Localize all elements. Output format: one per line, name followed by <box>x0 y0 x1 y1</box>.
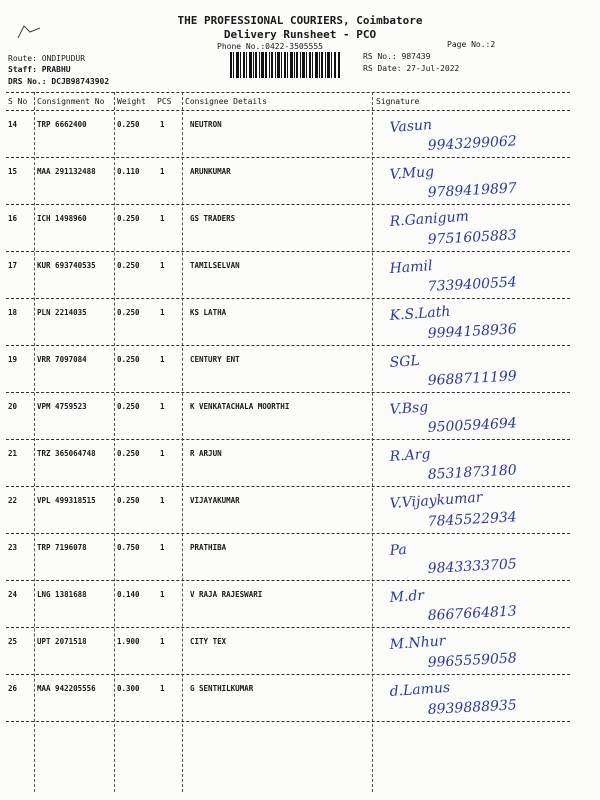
row-divider <box>6 627 570 628</box>
cell-sno: 16 <box>8 214 18 223</box>
cell-weight: 1.900 <box>117 637 140 646</box>
signature-phone: 8939888935 <box>427 697 518 718</box>
signature-name: V.Mug <box>389 163 435 183</box>
row-divider <box>6 345 570 346</box>
cell-consignee: PRATHIBA <box>190 543 227 552</box>
signature-area <box>380 159 580 206</box>
signature-name: V.Vijaykumar <box>389 489 483 512</box>
cell-consignee: CENTURY ENT <box>190 355 240 364</box>
runsheet-title: Delivery Runsheet - PCO <box>223 28 377 41</box>
cell-sno: 24 <box>8 590 18 599</box>
divider <box>6 92 570 93</box>
signature-name: M.dr <box>389 587 425 606</box>
row-divider <box>6 486 570 487</box>
cell-sno: 15 <box>8 167 18 176</box>
row-divider <box>6 204 570 205</box>
cell-weight: 0.140 <box>117 590 140 599</box>
signature-name: d.Lamus <box>389 679 451 700</box>
cell-pcs: 1 <box>160 308 165 317</box>
signature-area <box>380 300 580 347</box>
cell-consignee: V RAJA RAJESWARI <box>190 590 263 599</box>
signature-phone: 9843333705 <box>427 556 518 577</box>
table-row <box>0 582 600 629</box>
cell-consignment-no: UPT 2071518 <box>37 637 87 646</box>
cell-consignment-no: TRZ 365064748 <box>37 449 96 458</box>
signature-phone: 7845522934 <box>427 509 518 530</box>
cell-consignee: VIJAYAKUMAR <box>190 496 240 505</box>
cell-weight: 0.250 <box>117 402 140 411</box>
signature-area <box>380 441 580 488</box>
cell-sno: 19 <box>8 355 18 364</box>
cell-sno: 14 <box>8 120 18 129</box>
cell-sno: 20 <box>8 402 18 411</box>
cell-weight: 0.250 <box>117 120 140 129</box>
cell-pcs: 1 <box>160 214 165 223</box>
cell-pcs: 1 <box>160 543 165 552</box>
table-row <box>0 394 600 441</box>
cell-sno: 25 <box>8 637 18 646</box>
signature-phone: 9500594694 <box>427 415 518 436</box>
cell-weight: 0.250 <box>117 355 140 364</box>
table-row <box>0 159 600 206</box>
cell-consignee: K VENKATACHALA MOORTHI <box>190 402 290 411</box>
signature-area <box>380 206 580 253</box>
table-row <box>0 347 600 394</box>
cell-consignee: CITY TEX <box>190 637 227 646</box>
signature-area <box>380 582 580 629</box>
row-divider <box>6 251 570 252</box>
cell-sno: 26 <box>8 684 18 693</box>
cell-pcs: 1 <box>160 120 165 129</box>
row-divider <box>6 392 570 393</box>
cell-consignment-no: VPL 499318515 <box>37 496 96 505</box>
cell-pcs: 1 <box>160 167 165 176</box>
signature-name: Pa <box>389 541 408 559</box>
cell-consignment-no: PLN 2214035 <box>37 308 87 317</box>
cell-consignment-no: TRP 6662400 <box>37 120 87 129</box>
cell-consignment-no: VRR 7097084 <box>37 355 87 364</box>
barcode <box>230 52 340 78</box>
table-row <box>0 629 600 676</box>
cell-consignment-no: MAA 291132488 <box>37 167 96 176</box>
cell-consignment-no: VPM 4759523 <box>37 402 87 411</box>
cell-consignee: GS TRADERS <box>190 214 236 223</box>
cell-consignee: NEUTRON <box>190 120 222 129</box>
signature-name: V.Bsg <box>389 399 429 418</box>
cell-sno: 23 <box>8 543 18 552</box>
cell-consignment-no: KUR 693740535 <box>37 261 96 270</box>
company-title: THE PROFESSIONAL COURIERS, Coimbatore <box>177 14 423 27</box>
table-row <box>0 300 600 347</box>
signature-area <box>380 253 580 300</box>
staff-label: Staff: PRABHU <box>8 65 71 74</box>
drs-number: DRS No.: DCJB98743902 <box>8 77 110 86</box>
signature-area <box>380 535 580 582</box>
signature-area <box>380 112 580 159</box>
signature-area <box>380 394 580 441</box>
row-divider <box>6 674 570 675</box>
row-divider <box>6 298 570 299</box>
cell-consignee: G SENTHILKUMAR <box>190 684 254 693</box>
cell-pcs: 1 <box>160 637 165 646</box>
cell-weight: 0.250 <box>117 308 140 317</box>
signature-area <box>380 488 580 535</box>
row-divider <box>6 533 570 534</box>
signature-phone: 9688711199 <box>427 368 518 389</box>
signature-phone: 8531873180 <box>427 462 518 483</box>
signature-area <box>380 629 580 676</box>
signature-name: Hamil <box>389 258 433 277</box>
table-row <box>0 535 600 582</box>
cell-pcs: 1 <box>160 590 165 599</box>
row-divider <box>6 721 570 722</box>
table-row <box>0 112 600 159</box>
col-header-sno: S No <box>8 97 28 106</box>
signature-phone: 7339400554 <box>427 274 518 295</box>
cell-pcs: 1 <box>160 261 165 270</box>
cell-consignment-no: LNG 1381688 <box>37 590 87 599</box>
route-label: Route: ONDIPUDUR <box>8 54 86 63</box>
table-row <box>0 206 600 253</box>
col-header-pcs: PCS <box>157 97 172 106</box>
signature-phone: 9751605883 <box>427 227 518 248</box>
cell-pcs: 1 <box>160 402 165 411</box>
table-row <box>0 488 600 535</box>
cell-weight: 0.750 <box>117 543 140 552</box>
col-header-consignee: Consignee Details <box>185 97 267 106</box>
cell-consignment-no: TRP 7196078 <box>37 543 87 552</box>
phone-number: Phone No.:0422-3505555 <box>217 42 323 51</box>
signature-phone: 9789419897 <box>427 180 518 201</box>
cell-pcs: 1 <box>160 496 165 505</box>
cell-sno: 18 <box>8 308 18 317</box>
page-number: Page No.:2 <box>447 40 496 49</box>
cell-consignment-no: ICH 1498960 <box>37 214 87 223</box>
cell-pcs: 1 <box>160 449 165 458</box>
signature-area <box>380 676 580 723</box>
signature-phone: 8667664813 <box>427 603 518 624</box>
col-header-consignment: Consignment No <box>37 97 105 106</box>
cell-consignee: KS LATHA <box>190 308 227 317</box>
cell-weight: 0.250 <box>117 214 140 223</box>
table-row <box>0 253 600 300</box>
cell-sno: 21 <box>8 449 18 458</box>
signature-phone: 9994158936 <box>427 321 518 342</box>
cell-consignee: TAMILSELVAN <box>190 261 240 270</box>
signature-phone: 9965559058 <box>427 650 518 671</box>
cell-consignment-no: MAA 942205556 <box>37 684 96 693</box>
table-row <box>0 441 600 488</box>
cell-weight: 0.300 <box>117 684 140 693</box>
cell-weight: 0.250 <box>117 261 140 270</box>
row-divider <box>6 580 570 581</box>
signature-name: K.S.Lath <box>389 303 451 324</box>
signature-name: M.Nhur <box>389 633 446 653</box>
signature-name: R.Ganigum <box>389 208 470 230</box>
divider <box>6 110 570 111</box>
cell-pcs: 1 <box>160 684 165 693</box>
cell-weight: 0.250 <box>117 496 140 505</box>
cell-sno: 17 <box>8 261 18 270</box>
cell-weight: 0.110 <box>117 167 140 176</box>
row-divider <box>6 157 570 158</box>
signature-area <box>380 347 580 394</box>
signature-phone: 9943299062 <box>427 133 518 154</box>
cell-pcs: 1 <box>160 355 165 364</box>
rs-date: RS Date: 27-Jul-2022 <box>363 64 460 73</box>
rs-number: RS No.: 987439 <box>363 52 431 61</box>
cell-weight: 0.250 <box>117 449 140 458</box>
col-header-signature: Signature <box>376 97 420 106</box>
signature-name: SGL <box>389 352 421 371</box>
table-row <box>0 676 600 723</box>
cell-sno: 22 <box>8 496 18 505</box>
signature-name: Vasun <box>389 117 433 136</box>
cell-consignee: R ARJUN <box>190 449 222 458</box>
cell-consignee: ARUNKUMAR <box>190 167 231 176</box>
col-header-weight: Weight <box>117 97 146 106</box>
signature-name: R.Arg <box>389 446 431 465</box>
row-divider <box>6 439 570 440</box>
